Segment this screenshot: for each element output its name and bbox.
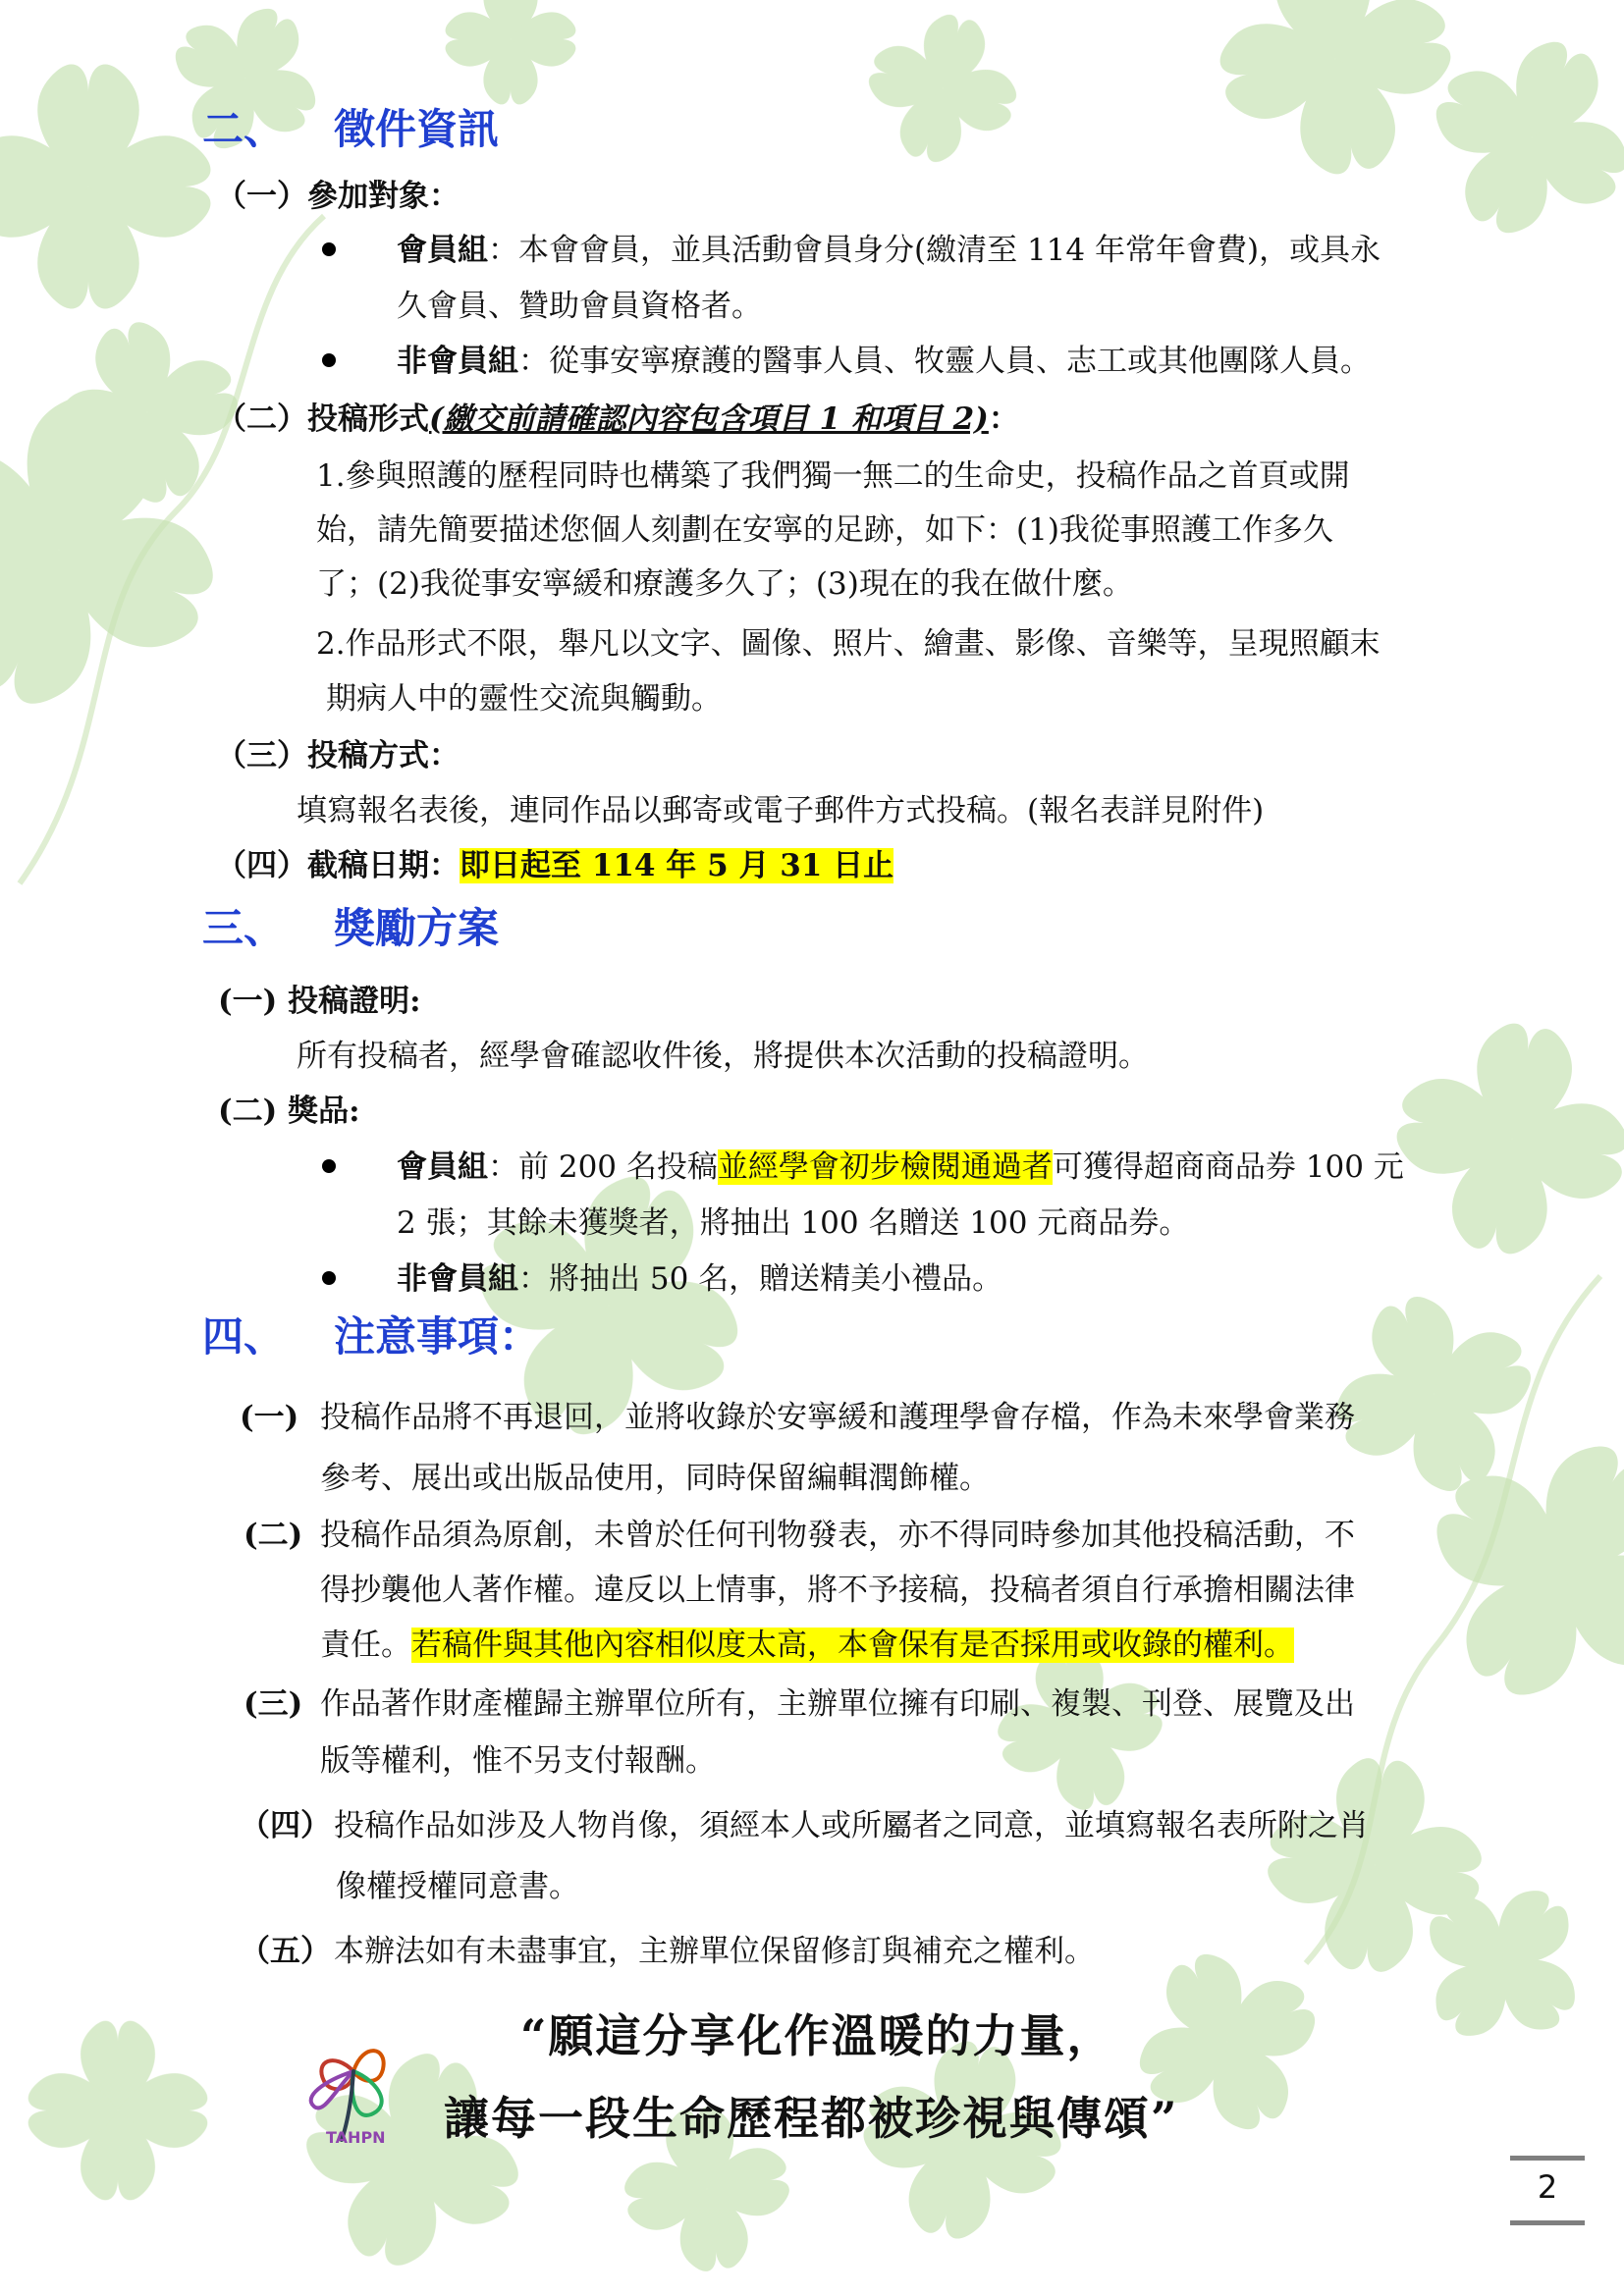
section-title: 徵件資訊 bbox=[334, 105, 500, 153]
section-title: 注意事項： bbox=[334, 1312, 541, 1361]
prize-member-line2: 2 張；其餘未獲獎者，將抽出 100 名贈送 100 元商品券。 bbox=[397, 1205, 1190, 1241]
page-number-bar-bottom bbox=[1510, 2220, 1585, 2225]
notice-3-label: (三) bbox=[244, 1686, 303, 1722]
section-number: 四、 bbox=[202, 1312, 286, 1361]
submission-format-colon: ： bbox=[988, 401, 1019, 437]
notice-1-label: (一) bbox=[240, 1400, 299, 1435]
quote-line2: 讓每一段生命歷程都被珍視與傳頌” bbox=[444, 2092, 1179, 2145]
bullet-dot bbox=[322, 353, 336, 367]
prize-member-term: 會員組 bbox=[397, 1149, 488, 1185]
non-member-group-line bbox=[397, 342, 1371, 381]
prize-non-member-line bbox=[397, 1259, 1002, 1299]
deadline-label: （四）截稿日期： bbox=[216, 848, 460, 883]
submission-format-note: (繳交前請確認內容包含項目 1 和項目 2) bbox=[429, 401, 989, 437]
notice-2-line2: 得抄襲他人著作權。違反以上情事，將不予接稿，投稿者須自行承擔相關法律 bbox=[320, 1573, 1355, 1608]
section-number: 二、 bbox=[202, 105, 286, 153]
notice-4-line1: 投稿作品如涉及人物肖像，須經本人或所屬者之同意，並填寫報名表所附之肖 bbox=[334, 1808, 1369, 1843]
prize-non-member-term: 非會員組 bbox=[397, 1261, 518, 1297]
prize-member-line1 bbox=[397, 1148, 1404, 1187]
format-item2-line1: 2.作品形式不限，舉凡以文字、圖像、照片、繪畫、影像、音樂等，呈現照顧末 bbox=[316, 626, 1380, 662]
submission-method-text: 填寫報名表後，連同作品以郵寄或電子郵件方式投稿。(報名表詳見附件) bbox=[297, 793, 1265, 828]
subheading-participants: （一）參加對象： bbox=[216, 179, 460, 214]
member-group-text: ：本會會員，並具活動會員身分(繳清至 114 年常年會費)，或具永 bbox=[488, 233, 1381, 268]
notice-4-line2: 像權授權同意書。 bbox=[336, 1869, 579, 1904]
notice-1-line2: 參考、展出或出版品使用，同時保留編輯潤飾權。 bbox=[320, 1461, 990, 1496]
certificate-text: 所有投稿者，經學會確認收件後，將提供本次活動的投稿證明。 bbox=[297, 1039, 1149, 1074]
subheading-submission-method: （三）投稿方式： bbox=[216, 738, 460, 774]
member-group-term: 會員組 bbox=[397, 233, 488, 268]
notice-1-line1: 投稿作品將不再退回，並將收錄於安寧緩和護理學會存檔，作為未來學會業務 bbox=[320, 1400, 1355, 1435]
notice-3-line1: 作品著作財產權歸主辦單位所有，主辦單位擁有印刷、複製、刊登、展覽及出 bbox=[320, 1686, 1355, 1722]
notice-3-line2: 版等權利，惟不另支付報酬。 bbox=[320, 1743, 716, 1779]
submission-format-label: （二）投稿形式 bbox=[216, 401, 429, 437]
section-heading-3 bbox=[202, 903, 499, 954]
notice-2-pre: 責任。 bbox=[320, 1628, 411, 1663]
bullet-dot bbox=[322, 242, 336, 256]
section-title: 獎勵方案 bbox=[334, 904, 500, 952]
bullet-dot bbox=[322, 1271, 336, 1285]
page-number-bar-top bbox=[1510, 2156, 1585, 2161]
organization-logo bbox=[285, 2012, 422, 2169]
subheading-prizes: (二) 獎品: bbox=[218, 1094, 360, 1129]
logo-text: TAHPN bbox=[326, 2128, 386, 2147]
non-member-group-term: 非會員組 bbox=[397, 344, 518, 379]
notice-2-line1: 投稿作品須為原創，未曾於任何刊物發表，亦不得同時參加其他投稿活動，不 bbox=[320, 1518, 1355, 1553]
non-member-group-text: ：從事安寧療護的醫事人員、牧靈人員、志工或其他團隊人員。 bbox=[518, 344, 1371, 379]
format-item1-line3: 了；(2)我從事安寧緩和療護多久了；(3)現在的我在做什麼。 bbox=[316, 566, 1133, 602]
page-number: 2 bbox=[1537, 2168, 1558, 2206]
notice-4-label: （四） bbox=[240, 1808, 331, 1843]
quote-line1: “願這分享化作溫暖的力量， bbox=[520, 2009, 1114, 2062]
format-item2-line2: 期病人中的靈性交流與觸動。 bbox=[326, 681, 722, 717]
prize-non-member-text: ：將抽出 50 名，贈送精美小禮品。 bbox=[518, 1261, 1003, 1297]
notice-2-label: (二) bbox=[244, 1518, 303, 1553]
prize-member-post: 可獲得超商商品券 100 元 bbox=[1052, 1149, 1404, 1185]
member-group-line1 bbox=[397, 231, 1380, 270]
prize-member-pre: ：前 200 名投稿 bbox=[488, 1149, 718, 1185]
section-number: 三、 bbox=[202, 904, 286, 952]
member-group-line2: 久會員、贊助會員資格者。 bbox=[397, 289, 762, 324]
format-item1-line2: 始，請先簡要描述您個人刻劃在安寧的足跡，如下：(1)我從事照護工作多久 bbox=[316, 512, 1333, 548]
format-item1-line1: 1.參與照護的歷程同時也構築了我們獨一無二的生命史，投稿作品之首頁或開 bbox=[316, 458, 1350, 494]
prize-member-highlight: 並經學會初步檢閱通過者 bbox=[717, 1149, 1053, 1185]
bullet-dot bbox=[322, 1159, 336, 1173]
section-heading-4 bbox=[202, 1311, 540, 1362]
deadline-line bbox=[216, 846, 893, 885]
notice-5-text: 本辦法如有未盡事宜，主辦單位保留修訂與補充之權利。 bbox=[334, 1934, 1095, 1969]
subheading-submission-format bbox=[216, 400, 1019, 439]
notice-5-label: （五） bbox=[240, 1934, 331, 1969]
deadline-value: 即日起至 114 年 5 月 31 日止 bbox=[460, 848, 894, 883]
notice-2-line3 bbox=[320, 1626, 1294, 1665]
subheading-certificate: (一) 投稿證明: bbox=[218, 984, 421, 1019]
notice-2-highlight: 若稿件與其他內容相似度太高，本會保有是否採用或收錄的權利。 bbox=[411, 1628, 1294, 1663]
section-heading-2 bbox=[202, 104, 499, 155]
